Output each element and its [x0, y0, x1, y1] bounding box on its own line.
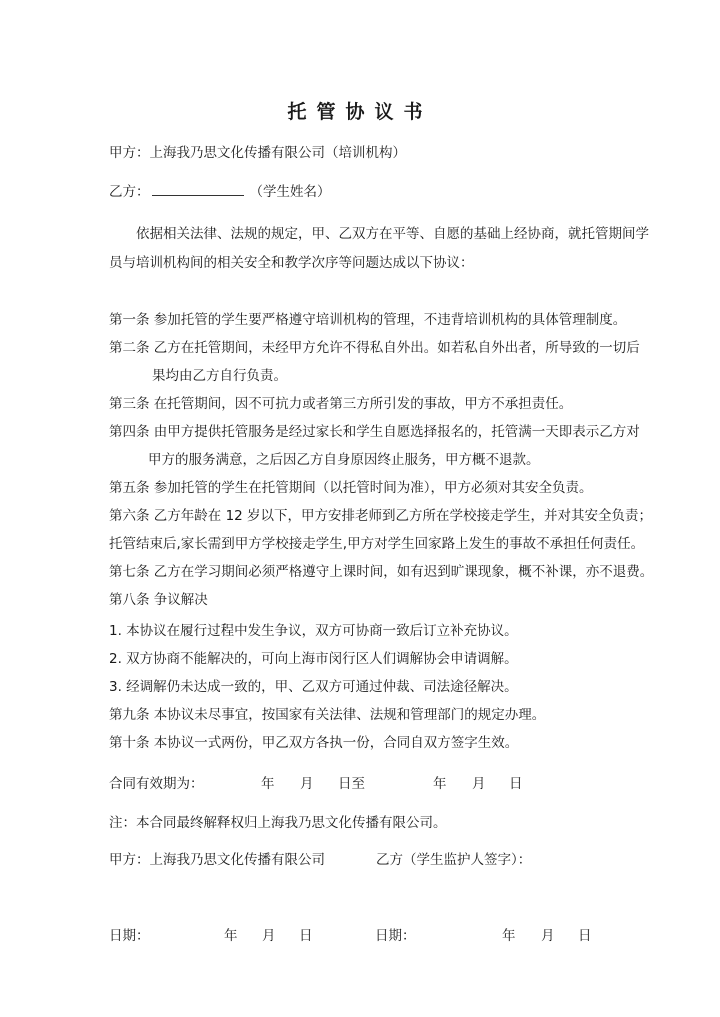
article-3: [109, 395, 572, 413]
dispute-2: 2. 双方协商不能解决的，可向上海市闵行区人们调解协会申请调解。: [109, 651, 518, 667]
document-title: 托管协议书: [287, 101, 433, 123]
sign-party-b: 乙方（学生监护人签字）：: [376, 852, 532, 868]
preamble-line-1: 依据相关法律、法规的规定，甲、乙双方在平等、自愿的基础上经协商，就托管期间学: [136, 226, 649, 242]
article-head: 第一条: [109, 312, 150, 328]
dispute-1: 1. 本协议在履行过程中发生争议，双方可协商一致后订立补充协议。: [109, 623, 518, 639]
article-9: 第九条 本协议未尽事宜，按国家有关法律、法规和管理部门的规定办理。: [109, 707, 546, 723]
article-2-cont: 果均由乙方自行负责。: [152, 368, 287, 384]
article-6: [109, 507, 652, 525]
party-a: 甲方：上海我乃思文化传播有限公司（培训机构）: [109, 145, 406, 161]
article-text: 在托管期间，因不可抗力或者第三方所引发的事故，甲方不承担责任。: [153, 396, 573, 412]
article-head: 第七条: [109, 564, 150, 580]
article-head: 第二条: [109, 340, 150, 356]
date-a-year: 年: [224, 928, 238, 944]
validity-year-1: 年: [261, 776, 275, 792]
date-a-label: 日期：: [109, 928, 150, 944]
article-head: 第八条: [109, 592, 150, 608]
article-head: 第五条: [109, 480, 150, 496]
party-b: [109, 181, 331, 201]
sign-party-a: 甲方：上海我乃思文化传播有限公司: [109, 852, 325, 868]
dispute-3: 3. 经调解仍未达成一致的，甲、乙双方可通过仲裁、司法途径解决。: [109, 679, 518, 695]
article-head: 第四条: [109, 424, 150, 440]
article-4: [109, 423, 640, 441]
article-text: 乙方在学习期间必须严格遵守上课时间，如有迟到旷课现象，概不补课，亦不退费。: [153, 564, 654, 580]
party-b-label: 乙方：: [109, 184, 150, 200]
validity-month-1: 月: [300, 776, 314, 792]
date-b-month: 月: [541, 928, 555, 944]
article-6-cont: 托管结束后,家长需到甲方学校接走学生,甲方对学生回家路上发生的事故不承担任何责任。: [109, 536, 645, 552]
validity-day-1: 日至: [338, 776, 365, 792]
article-text: 参加托管的学生要严格遵守培训机构的管理，不违背培训机构的具体管理制度。: [153, 312, 627, 328]
validity-year-2: 年: [433, 776, 447, 792]
article-4-cont: 甲方的服务满意，之后因乙方自身原因终止服务，甲方概不退款。: [148, 452, 540, 468]
article-10: 第十条 本协议一式两份，甲乙双方各执一份，合同自双方签字生效。: [109, 735, 519, 751]
validity-day-2: 日: [509, 776, 523, 792]
article-text: 乙方在托管期间，未经甲方允许不得私自外出。如若私自外出者，所导致的一切后: [153, 340, 640, 356]
validity-label: 合同有效期为：: [109, 776, 204, 792]
article-head: 第六条: [109, 508, 150, 524]
article-7: [109, 563, 653, 581]
preamble-line-2: 员与培训机构间的相关安全和教学次序等问题达成以下协议：: [109, 255, 474, 271]
date-b-year: 年: [502, 928, 516, 944]
article-5: [109, 479, 593, 497]
article-text: 乙方年龄在 12 岁以下，甲方安排老师到乙方所在学校接走学生，并对其安全负责；: [153, 508, 653, 524]
article-text: 由甲方提供托管服务是经过家长和学生自愿选择报名的，托管满一天即表示乙方对: [153, 424, 640, 440]
article-1: [109, 311, 626, 329]
note: 注：本合同最终解释权归上海我乃思文化传播有限公司。: [109, 815, 447, 831]
article-text: 参加托管的学生在托管期间（以托管时间为准），甲方必须对其安全负责。: [153, 480, 593, 496]
date-b-label: 日期：: [375, 928, 416, 944]
validity-month-2: 月: [472, 776, 486, 792]
article-head: 第三条: [109, 396, 150, 412]
article-2: [109, 339, 640, 357]
article-text: 争议解决: [153, 592, 208, 608]
date-a-month: 月: [262, 928, 276, 944]
date-a-day: 日: [299, 928, 313, 944]
party-b-note: （学生姓名）: [249, 184, 331, 200]
date-b-day: 日: [578, 928, 592, 944]
student-name-blank[interactable]: [152, 181, 244, 196]
article-8: [109, 591, 208, 609]
